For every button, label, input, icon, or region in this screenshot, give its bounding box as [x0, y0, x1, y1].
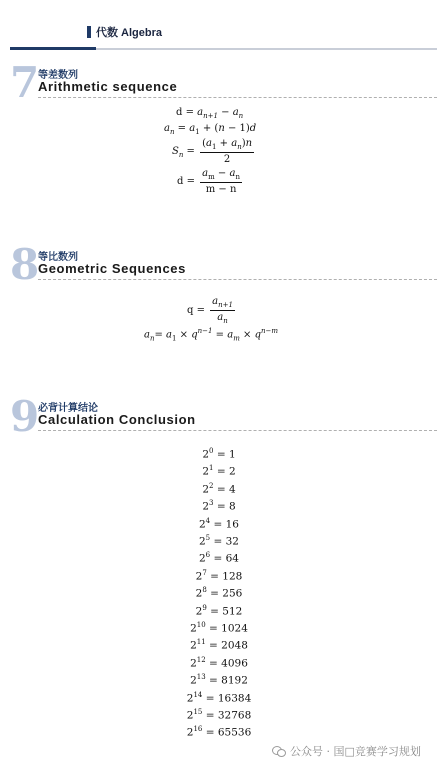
power-row: $2^{12} = 4096$ — [190, 655, 248, 670]
power-base: 2 — [195, 605, 203, 618]
power-value: 4 — [228, 483, 236, 496]
power-row: $2^2 = 4$ — [202, 481, 236, 496]
power-exponent: 14 — [193, 690, 203, 699]
power-row: $2^5 = 32$ — [198, 534, 239, 548]
section-9-number: 9 — [10, 392, 40, 441]
header-marker — [87, 26, 91, 38]
power-base: 2 — [186, 692, 194, 705]
power-value: 32768 — [217, 709, 252, 722]
header-rule-dark — [10, 47, 96, 50]
power-row: $2^0 = 1$ — [202, 447, 236, 461]
power-base: 2 — [190, 622, 197, 635]
geom-formula-q: q = $\frac{a_{n+1}}{a_n}$ — [187, 296, 233, 325]
power-exponent: 7 — [202, 568, 207, 577]
power-exponent: 6 — [205, 551, 211, 560]
section-9-rule — [38, 430, 437, 431]
power-value: 8192 — [221, 674, 248, 687]
section-7-title-cn: 等差数列 — [38, 70, 78, 81]
watermark-text: 公众号 · 国□竞赛学习规划 — [290, 745, 421, 758]
power-exponent: 0 — [209, 447, 214, 455]
power-row: $2^4 = 16$ — [198, 516, 239, 531]
power-exponent: 15 — [193, 708, 203, 716]
power-value: 16 — [225, 518, 239, 531]
power-base: 2 — [190, 674, 197, 687]
power-row: $2^7 = 128$ — [195, 568, 243, 583]
section-8-title-en: Geometric Sequences — [38, 261, 186, 276]
power-exponent: 11 — [196, 638, 206, 647]
power-value: 4096 — [221, 657, 248, 670]
power-base: 2 — [186, 709, 194, 722]
power-row: $2^{15} = 32768$ — [186, 708, 252, 722]
power-base: 2 — [202, 483, 210, 496]
section-7-title-en: Arithmetic sequence — [38, 79, 178, 94]
power-exponent: 5 — [205, 534, 211, 542]
power-base: 2 — [202, 448, 210, 461]
section-7-number: 7 — [10, 58, 40, 107]
power-row: $2^1 = 2$ — [202, 464, 236, 478]
power-exponent: 4 — [205, 516, 211, 525]
power-base: 2 — [195, 570, 203, 583]
section-7-rule — [38, 97, 437, 98]
power-value: 32 — [225, 535, 239, 548]
section-9-title-cn: 必背计算结论 — [38, 403, 98, 414]
section-8-number: 8 — [10, 240, 40, 289]
power-base: 2 — [195, 587, 203, 600]
power-exponent: 10 — [196, 621, 206, 629]
power-value: 1 — [228, 448, 236, 461]
power-row: $2^{16} = 65536$ — [186, 725, 252, 739]
header-title: 代数 Algebra — [96, 27, 163, 39]
power-exponent: 13 — [196, 673, 206, 682]
arith-formula-d-alt: d = $\frac{a_m - a_n}{m - n}$ — [177, 168, 240, 195]
power-exponent: 16 — [193, 725, 203, 734]
power-value: 64 — [225, 552, 239, 565]
power-row: $2^6 = 64$ — [198, 551, 239, 565]
watermark — [272, 743, 421, 759]
arith-formula-d: $d = a_{n+1} - a_n$ — [176, 107, 244, 120]
wechat-icon — [272, 745, 286, 756]
power-value: 512 — [222, 605, 243, 618]
power-exponent: 2 — [209, 481, 214, 490]
power-row: $2^{11} = 2048$ — [190, 638, 248, 652]
power-base: 2 — [198, 518, 206, 531]
power-exponent: 1 — [209, 464, 214, 473]
power-value: 65536 — [217, 726, 252, 739]
power-base: 2 — [186, 726, 194, 739]
power-value: 128 — [222, 570, 243, 583]
geom-formula-an: $a_n= a_1 \times q^{n-1} = a_m \times q^{n-m}$ — [144, 327, 278, 343]
power-exponent: 9 — [202, 603, 207, 612]
power-row: $2^{10} = 1024$ — [190, 621, 248, 635]
power-base: 2 — [190, 657, 197, 670]
header-rule-light — [96, 48, 437, 50]
power-exponent: 8 — [202, 586, 207, 595]
power-row: $2^3 = 8$ — [202, 499, 236, 513]
power-base: 2 — [202, 500, 210, 513]
section-8-rule — [38, 279, 437, 280]
power-value: 1024 — [221, 622, 248, 635]
power-row: $2^8 = 256$ — [195, 586, 243, 600]
power-value: 2 — [228, 465, 236, 478]
arith-formula-an: $a_n = a_1 + (n - 1)d$ — [164, 123, 257, 136]
power-base: 2 — [190, 639, 197, 652]
power-row: $2^{13} = 8192$ — [190, 673, 248, 687]
arith-formula-sn: $S_n$ = $\frac{(a_1 + a_n)n}{2}$ — [172, 138, 253, 165]
power-value: 256 — [222, 587, 243, 600]
power-row: $2^{14} = 16384$ — [186, 690, 252, 705]
power-value: 8 — [228, 500, 236, 513]
power-exponent: 12 — [196, 655, 206, 664]
power-exponent: 3 — [209, 499, 214, 508]
power-base: 2 — [202, 465, 210, 478]
power-value: 2048 — [221, 639, 248, 652]
section-8-title-cn: 等比数列 — [38, 252, 78, 263]
power-base: 2 — [198, 552, 206, 565]
power-value: 16384 — [217, 692, 252, 705]
power-base: 2 — [198, 535, 206, 548]
section-9-title-en: Calculation Conclusion — [38, 412, 196, 427]
power-row: $2^9 = 512$ — [195, 603, 243, 618]
